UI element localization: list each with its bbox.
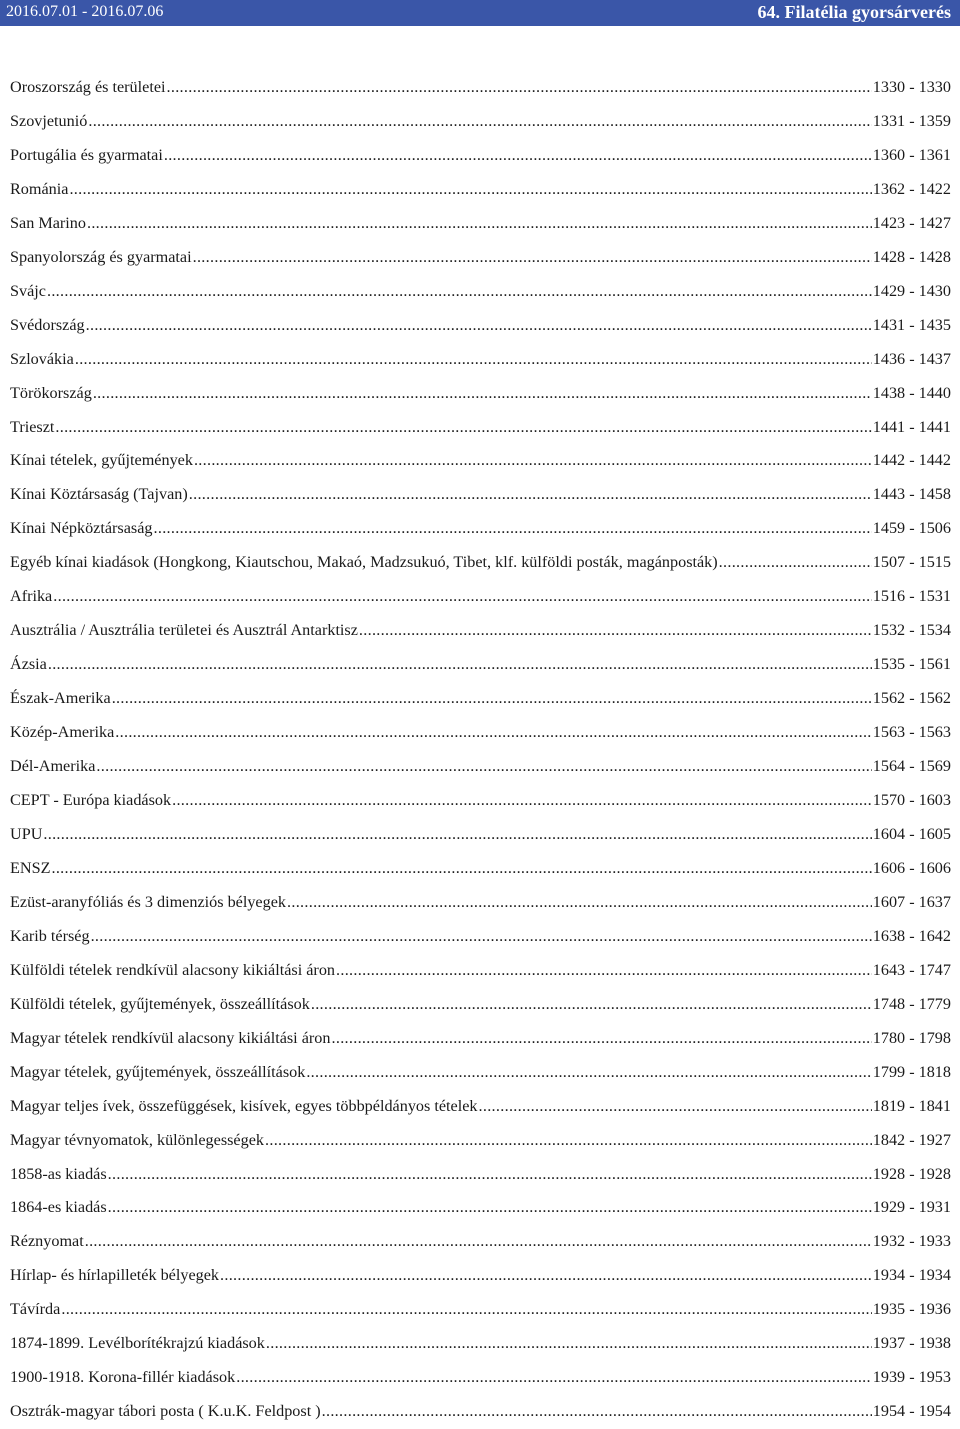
toc-entry-label: Észak-Amerika	[10, 689, 111, 708]
dot-leader	[479, 1090, 872, 1124]
toc-entry[interactable]	[10, 1158, 951, 1192]
toc-entry[interactable]	[10, 546, 951, 580]
toc-entry-label: Hírlap- és hírlapilleték bélyegek	[10, 1266, 220, 1285]
toc-entry-label: Dél-Amerika	[10, 757, 96, 776]
toc-entry-pages: 1928 - 1928	[872, 1164, 951, 1183]
dot-leader	[47, 275, 872, 309]
toc-entry[interactable]	[10, 716, 951, 750]
dot-leader	[311, 988, 872, 1022]
toc-entry-pages: 1423 - 1427	[872, 213, 951, 232]
toc-entry-label: Kínai Népköztársaság	[10, 519, 153, 538]
toc-entry-pages: 1563 - 1563	[872, 723, 951, 742]
toc-entry[interactable]	[10, 750, 951, 784]
dot-leader	[193, 241, 872, 275]
toc-entry-label: Osztrák-magyar tábori posta ( K.u.K. Feldpost )	[10, 1402, 321, 1421]
toc-entry-pages: 1929 - 1931	[872, 1198, 951, 1217]
toc-entry-pages: 1607 - 1637	[872, 892, 951, 911]
toc-entry-pages: 1842 - 1927	[872, 1130, 951, 1149]
toc-entry-label: Ausztrália / Ausztrália területei és Ausztrál Antarktisz	[10, 621, 358, 640]
dot-leader	[332, 1022, 872, 1056]
toc-entry-label: Svájc	[10, 281, 46, 300]
toc-entry-pages: 1507 - 1515	[872, 553, 951, 572]
toc-entry-pages: 1532 - 1534	[872, 621, 951, 640]
dot-leader	[220, 1259, 872, 1293]
toc-entry[interactable]	[10, 614, 951, 648]
dot-leader	[359, 614, 872, 648]
toc-entry-label: Magyar tételek rendkívül alacsony kikiáltási áron	[10, 1028, 331, 1047]
toc-entry[interactable]	[10, 954, 951, 988]
dot-leader	[53, 580, 872, 614]
toc-entry-label: Kínai Köztársaság (Tajvan)	[10, 485, 188, 504]
toc-entry[interactable]	[10, 377, 951, 411]
toc-entry-pages: 1429 - 1430	[872, 281, 951, 300]
header-date-range: 2016.07.01 - 2016.07.06	[6, 3, 164, 20]
toc-entry[interactable]	[10, 1395, 951, 1429]
toc-entry-pages: 1516 - 1531	[872, 587, 951, 606]
toc-entry[interactable]	[10, 1090, 951, 1124]
toc-entry[interactable]	[10, 1056, 951, 1090]
toc-entry-label: Külföldi tételek rendkívül alacsony kikiáltási áron	[10, 960, 336, 979]
toc-entry-pages: 1535 - 1561	[872, 655, 951, 674]
toc-entry-pages: 1638 - 1642	[872, 926, 951, 945]
toc-entry-pages: 1748 - 1779	[872, 994, 951, 1013]
toc-entry-pages: 1331 - 1359	[872, 111, 951, 130]
header-title: 64. Filatélia gyorsárverés	[757, 2, 951, 22]
toc-entry-pages: 1954 - 1954	[872, 1402, 951, 1421]
toc-entry-pages: 1935 - 1936	[872, 1300, 951, 1319]
dot-leader	[75, 343, 872, 377]
dot-leader	[88, 105, 871, 139]
dot-leader	[322, 1395, 872, 1429]
dot-leader	[189, 478, 872, 512]
toc-entry-pages: 1934 - 1934	[872, 1266, 951, 1285]
toc-entry[interactable]	[10, 343, 951, 377]
toc-entry[interactable]	[10, 580, 951, 614]
toc-entry-pages: 1442 - 1442	[872, 451, 951, 470]
toc-entry-label: Törökország	[10, 383, 92, 402]
dot-leader	[266, 1327, 872, 1361]
toc-entry[interactable]	[10, 886, 951, 920]
toc-entry-label: Ezüst-aranyfóliás és 3 dimenziós bélyegek	[10, 892, 286, 911]
toc-entry-pages: 1428 - 1428	[872, 247, 951, 266]
toc-entry-label: Ázsia	[10, 655, 47, 674]
toc-entry-label: ENSZ	[10, 858, 51, 877]
toc-entry-label: Afrika	[10, 587, 53, 606]
toc-entry[interactable]	[10, 784, 951, 818]
dot-leader	[112, 682, 872, 716]
toc-entry-pages: 1562 - 1562	[872, 689, 951, 708]
dot-leader	[265, 1124, 872, 1158]
toc-entry-pages: 1441 - 1441	[872, 417, 951, 436]
toc-entry-pages: 1330 - 1330	[872, 78, 951, 96]
toc-entry-label: Románia	[10, 179, 69, 198]
toc-entry-label: Svédország	[10, 315, 85, 334]
dot-leader	[87, 207, 872, 241]
toc-entry-label: UPU	[10, 824, 43, 843]
toc-entry-pages: 1932 - 1933	[872, 1232, 951, 1251]
dot-leader	[85, 1225, 872, 1259]
toc-entry-label: CEPT - Európa kiadások	[10, 791, 172, 810]
page-header	[0, 0, 960, 26]
toc-entry-label: Karib térség	[10, 926, 90, 945]
toc-entry[interactable]	[10, 241, 951, 275]
dot-leader	[86, 309, 872, 343]
toc-entry-label: Közép-Amerika	[10, 723, 115, 742]
toc-entry-label: Réznyomat	[10, 1232, 84, 1251]
toc-entry-pages: 1436 - 1437	[872, 349, 951, 368]
dot-leader	[51, 852, 871, 886]
toc-entry-pages: 1570 - 1603	[872, 791, 951, 810]
toc-entry-pages: 1939 - 1953	[872, 1368, 951, 1387]
dot-leader	[69, 173, 871, 207]
toc-entry[interactable]	[10, 852, 951, 886]
toc-entry[interactable]	[10, 275, 951, 309]
toc-entry[interactable]	[10, 1191, 951, 1225]
dot-leader	[306, 1056, 871, 1090]
toc-entry-pages: 1438 - 1440	[872, 383, 951, 402]
toc-entry-pages: 1459 - 1506	[872, 519, 951, 538]
dot-leader	[336, 954, 872, 988]
dot-leader	[154, 512, 872, 546]
dot-leader	[43, 818, 871, 852]
toc-entry-label: Trieszt	[10, 417, 55, 436]
toc-entry-label: Szovjetunió	[10, 111, 88, 130]
dot-leader	[236, 1361, 872, 1395]
toc-entry-pages: 1606 - 1606	[872, 858, 951, 877]
table-of-contents	[10, 71, 951, 1429]
dot-leader	[287, 886, 872, 920]
toc-entry[interactable]	[10, 1124, 951, 1158]
toc-entry-label: Szlovákia	[10, 349, 74, 368]
toc-entry-label: Kínai tételek, gyűjtemények	[10, 451, 193, 470]
toc-entry-label: Spanyolország és gyarmatai	[10, 247, 192, 266]
toc-entry-label: Magyar tévnyomatok, különlegességek	[10, 1130, 264, 1149]
toc-entry[interactable]	[10, 309, 951, 343]
dot-leader	[61, 1293, 871, 1327]
dot-leader	[108, 1191, 872, 1225]
toc-entry[interactable]	[10, 682, 951, 716]
dot-leader	[167, 71, 872, 105]
toc-entry-pages: 1780 - 1798	[872, 1028, 951, 1047]
toc-entry[interactable]	[10, 1225, 951, 1259]
toc-entry-pages: 1360 - 1361	[872, 145, 951, 164]
dot-leader	[108, 1158, 872, 1192]
toc-entry-pages: 1643 - 1747	[872, 960, 951, 979]
toc-entry[interactable]	[10, 444, 951, 478]
toc-entry[interactable]	[10, 648, 951, 682]
toc-entry-label: San Marino	[10, 213, 86, 232]
toc-entry-label: Oroszország és területei	[10, 78, 166, 96]
toc-entry-label: Magyar tételek, gyűjtemények, összeállítások	[10, 1062, 306, 1081]
dot-leader	[172, 784, 872, 818]
toc-entry[interactable]	[10, 988, 951, 1022]
toc-entry-label: 1874-1899. Levélborítékrajzú kiadások	[10, 1334, 265, 1353]
toc-entry-pages: 1604 - 1605	[872, 824, 951, 843]
toc-entry-label: Magyar teljes ívek, összefüggések, kisívek, egyes többpéldányos tételek	[10, 1096, 478, 1115]
toc-entry[interactable]	[10, 1022, 951, 1056]
toc-entry-pages: 1362 - 1422	[872, 179, 951, 198]
toc-entry-label: Portugália és gyarmatai	[10, 145, 163, 164]
toc-entry[interactable]	[10, 71, 951, 105]
toc-entry[interactable]	[10, 1361, 951, 1395]
toc-entry[interactable]	[10, 818, 951, 852]
toc-entry-pages: 1443 - 1458	[872, 485, 951, 504]
dot-leader	[93, 377, 872, 411]
toc-entry-pages: 1937 - 1938	[872, 1334, 951, 1353]
toc-entry-label: 1864-es kiadás	[10, 1198, 107, 1217]
toc-entry[interactable]	[10, 173, 951, 207]
dot-leader	[194, 444, 872, 478]
toc-entry[interactable]	[10, 1327, 951, 1361]
dot-leader	[55, 411, 871, 445]
toc-entry-pages: 1564 - 1569	[872, 757, 951, 776]
toc-entry[interactable]	[10, 139, 951, 173]
toc-entry-label: Külföldi tételek, gyűjtemények, összeállítások	[10, 994, 310, 1013]
toc-entry-label: Egyéb kínai kiadások (Hongkong, Kiautschou, Makaó, Madzsukuó, Tibet, klf. külföldi posták, magánposták)	[10, 553, 718, 572]
dot-leader	[96, 750, 871, 784]
toc-entry-label: 1858-as kiadás	[10, 1164, 107, 1183]
dot-leader	[115, 716, 871, 750]
toc-entry[interactable]	[10, 411, 951, 445]
dot-leader	[48, 648, 872, 682]
toc-entry[interactable]	[10, 105, 951, 139]
dot-leader	[91, 920, 872, 954]
toc-entry[interactable]	[10, 512, 951, 546]
dot-leader	[164, 139, 872, 173]
toc-entry[interactable]	[10, 207, 951, 241]
toc-entry-pages: 1431 - 1435	[872, 315, 951, 334]
toc-entry[interactable]	[10, 1259, 951, 1293]
toc-entry-pages: 1819 - 1841	[872, 1096, 951, 1115]
toc-entry[interactable]	[10, 1293, 951, 1327]
toc-entry[interactable]	[10, 920, 951, 954]
toc-entry-label: 1900-1918. Korona-fillér kiadások	[10, 1368, 236, 1387]
toc-entry[interactable]	[10, 478, 951, 512]
toc-entry-pages: 1799 - 1818	[872, 1062, 951, 1081]
toc-entry-label: Távírda	[10, 1300, 61, 1319]
dot-leader	[719, 546, 872, 580]
